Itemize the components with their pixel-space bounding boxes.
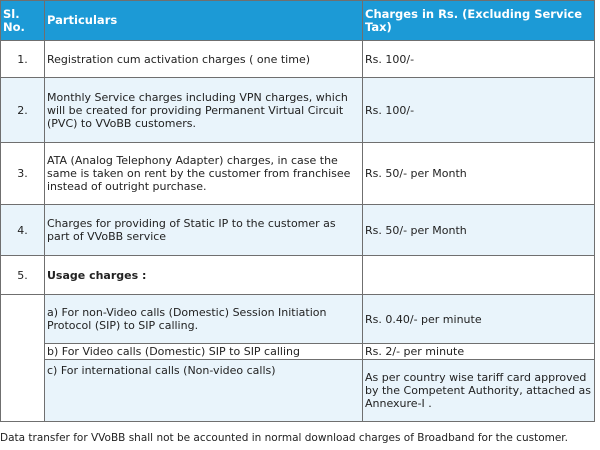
charges-cell: Rs. 2/- per minute <box>363 344 595 360</box>
header-charges: Charges in Rs. (Excluding Service Tax) <box>363 1 595 41</box>
usage-charges-heading: Usage charges : <box>45 256 363 295</box>
sl-no-cell: 3. <box>1 143 45 205</box>
charges-cell: Rs. 50/- per Month <box>363 205 595 256</box>
table-header-row <box>1 1 595 41</box>
charges-cell: Rs. 0.40/- per minute <box>363 295 595 344</box>
table-row <box>1 41 595 78</box>
charges-cell: Rs. 100/- <box>363 78 595 143</box>
particulars-cell: ATA (Analog Telephony Adapter) charges, in case the same is taken on rent by the customer from franchisee instead of outright purchase. <box>45 143 363 205</box>
particulars-cell: b) For Video calls (Domestic) SIP to SIP calling <box>45 344 363 360</box>
particulars-cell: Registration cum activation charges ( one time) <box>45 41 363 78</box>
sl-no-cell: 4. <box>1 205 45 256</box>
table-row <box>1 344 595 360</box>
table-row <box>1 295 595 344</box>
particulars-cell: a) For non-Video calls (Domestic) Session Initiation Protocol (SIP) to SIP calling. <box>45 295 363 344</box>
charges-cell <box>363 256 595 295</box>
particulars-cell: Monthly Service charges including VPN charges, which will be created for providing Permanent Virtual Circuit (PVC) to VVoBB customers. <box>45 78 363 143</box>
table-row <box>1 360 595 422</box>
table-row <box>1 205 595 256</box>
particulars-cell: c) For international calls (Non-video calls) <box>45 360 363 422</box>
table-row <box>1 256 595 295</box>
sl-no-cell: 2. <box>1 78 45 143</box>
sl-no-cell: 1. <box>1 41 45 78</box>
table-row <box>1 78 595 143</box>
table-row <box>1 143 595 205</box>
charges-cell: Rs. 100/- <box>363 41 595 78</box>
header-sl-no: Sl. No. <box>1 1 45 41</box>
footer-note: Data transfer for VVoBB shall not be accounted in normal download charges of Broadband for the customer. <box>0 432 568 444</box>
particulars-cell: Charges for providing of Static IP to the customer as part of VVoBB service <box>45 205 363 256</box>
header-particulars: Particulars <box>45 1 363 41</box>
sl-no-cell-empty <box>1 295 45 422</box>
charges-cell: Rs. 50/- per Month <box>363 143 595 205</box>
charges-cell: As per country wise tariff card approved by the Competent Authority, attached as Annexure-I . <box>363 360 595 422</box>
sl-no-cell: 5. <box>1 256 45 295</box>
